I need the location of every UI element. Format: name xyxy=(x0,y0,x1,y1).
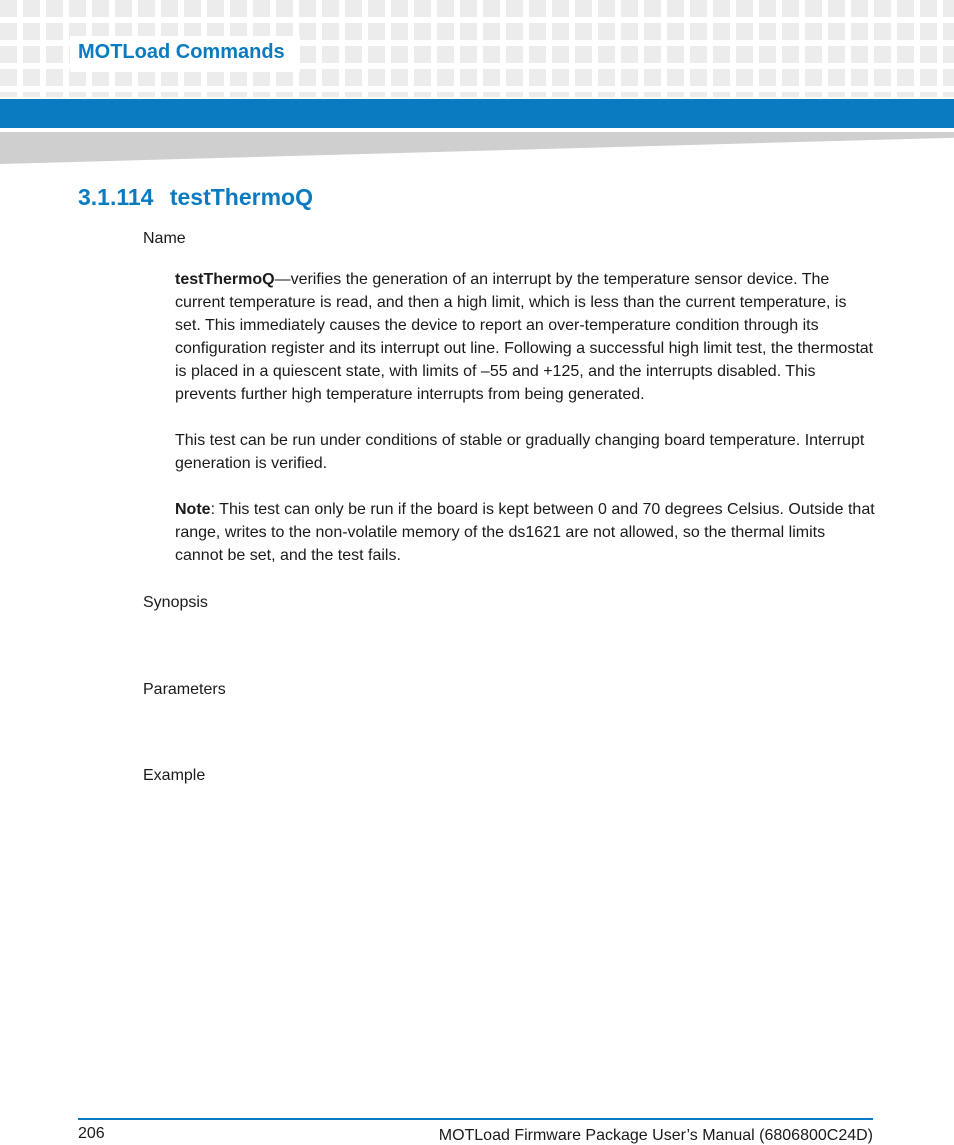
label-name: Name xyxy=(143,230,186,247)
section-title: MOTLoad Commands xyxy=(78,41,285,63)
note-paragraph xyxy=(175,498,875,567)
header-gray-wedge xyxy=(0,132,954,164)
heading-title: testThermoQ xyxy=(169,184,313,210)
footer-rule xyxy=(78,1118,873,1120)
command-description: —verifies the generation of an interrupt by the temperature sensor device. The current temperature is read, and then a high limit, which is less than the current temperature, is set. This immediately causes the device to report an over-temperature condition through its configuration register and its interrupt out line. Following a successful high limit test, the thermostat is placed in a quiescent state, with limits of –55 and +125, and the interrupts disabled. This prevents further high temperature interrupts from being generated. xyxy=(175,271,874,403)
note-label: Note xyxy=(175,501,211,518)
heading-number: 3.1.114 xyxy=(78,184,154,210)
label-parameters: Parameters xyxy=(143,681,226,698)
command-name: testThermoQ xyxy=(175,271,275,288)
page-heading xyxy=(78,184,313,211)
footer-doc-title: MOTLoad Firmware Package User’s Manual (6806800C24D) xyxy=(438,1127,873,1144)
label-example: Example xyxy=(143,767,206,784)
conditions-paragraph: This test can be run under conditions of stable or gradually changing board temperature. Interrupt generation is verified. xyxy=(175,432,865,472)
page-number: 206 xyxy=(78,1125,105,1142)
label-synopsis: Synopsis xyxy=(143,594,208,611)
header-blue-bar xyxy=(0,99,954,128)
note-text: : This test can only be run if the board is kept between 0 and 70 degrees Celsius. Outside that range, writes to the non-volatile memory of the ds1621 are not allowed, so the thermal limits cannot be set, and the test fails. xyxy=(175,501,875,564)
name-description xyxy=(175,268,875,406)
